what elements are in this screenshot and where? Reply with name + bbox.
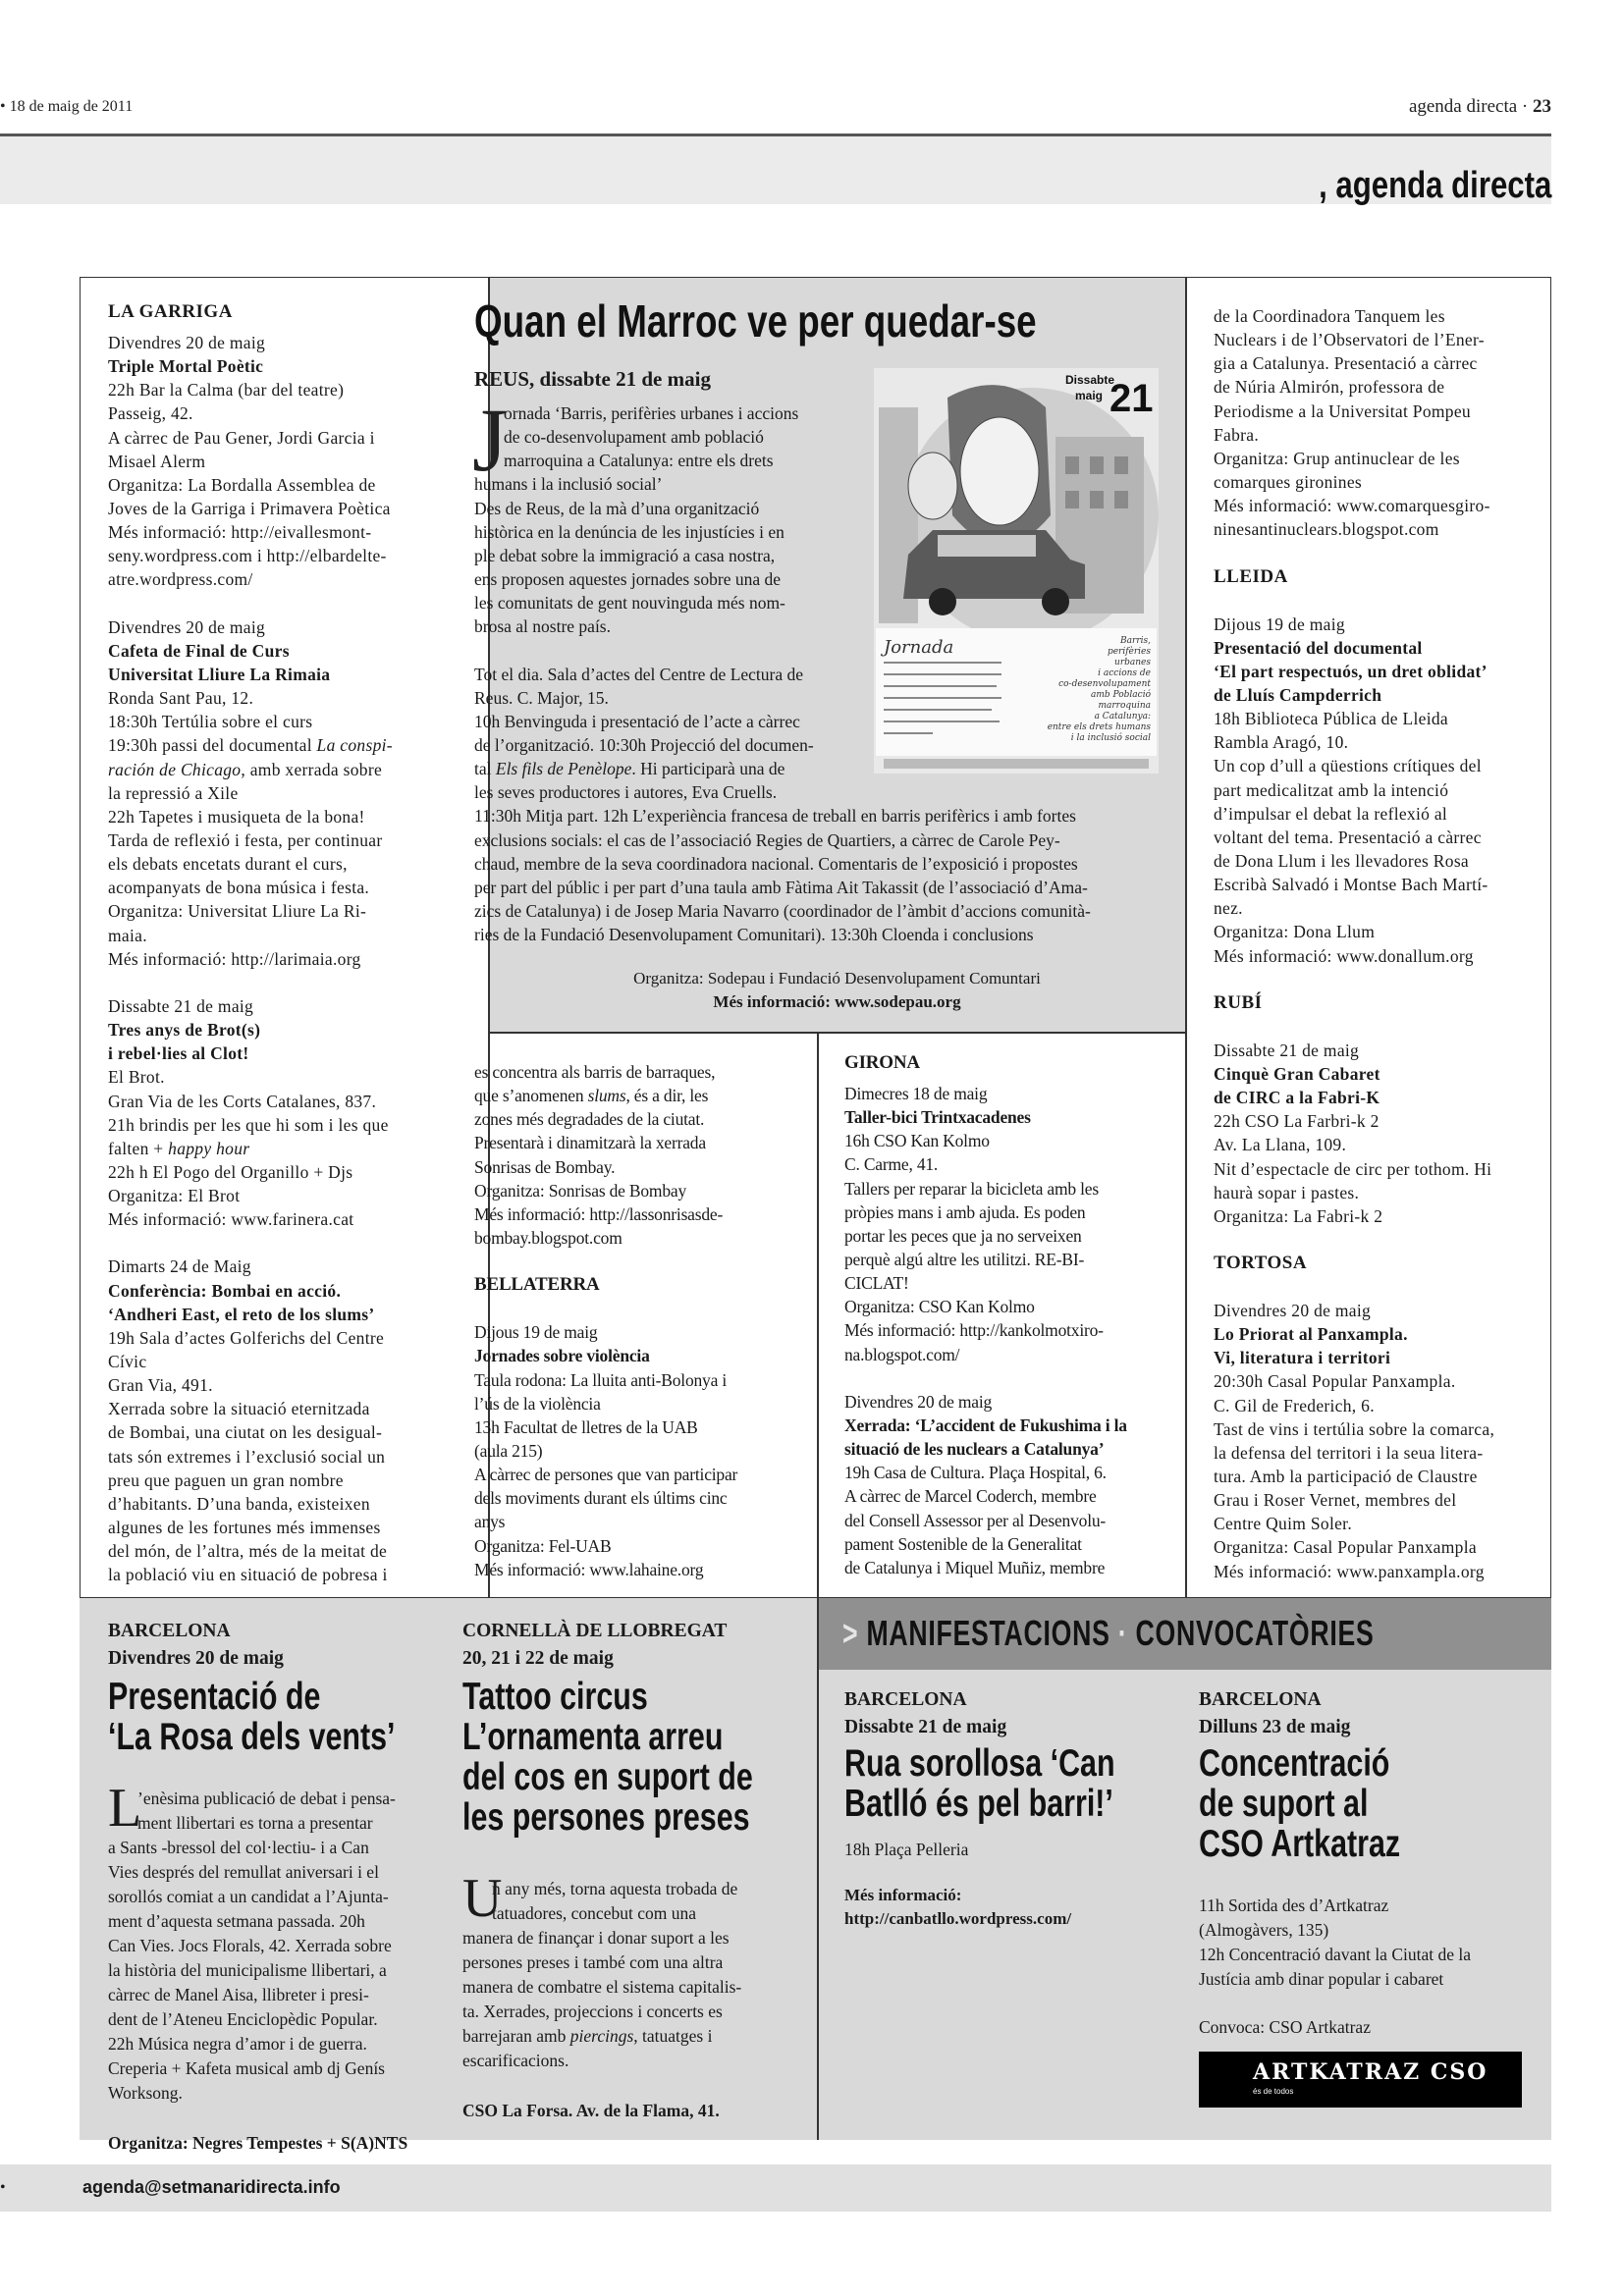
event-title: Jornades sobre violència [474,1346,650,1366]
event-title: Xerrada: ‘L’accident de Fukushima i la [844,1415,1127,1435]
spacer [844,1366,1127,1390]
spacer [1214,1228,1494,1252]
event-title: Taller-bici Trintxacadenes [844,1107,1031,1128]
event-venue: CSO La Forsa. Av. de la Flama, 41. [462,2101,720,2120]
event-title: de Lluís Campderrich [1214,684,1382,705]
text-line: ens proposen aquestes jornades sobre una de [474,568,781,589]
spacer [108,971,393,994]
spacer [108,1231,393,1255]
drop-cap: L [108,1778,142,1839]
text-line: 22h Bar la Calma (bar del teatre) [108,380,345,400]
event-date: Divendres 20 de maig [108,1648,284,1669]
text-line: 22h h El Pogo del Organillo + Djs [108,1161,353,1182]
event-rosa-dels-vents [108,1618,476,2157]
text-line: Passeig, 42. [108,403,193,424]
text-line [462,2024,835,2049]
section-title: , agenda directa [1318,165,1551,206]
event-body [462,1877,835,2073]
text-line: algunes de les fortunes més immenses [108,1518,381,1538]
event-title: Tres anys de Brot(s) [108,1020,261,1041]
event-concentracio-artkatraz [1199,1686,1471,2040]
poster-face [908,453,957,519]
text-line: 18h Plaça Pelleria [844,1840,969,1859]
text-line: del Consell Assessor per al Desenvolu- [844,1510,1107,1530]
event-date: Dimecres 18 de maig [844,1084,988,1103]
text-line: ment d’aquesta setmana passada. 20h [108,1911,365,1931]
text-line: Nit d’espectacle de circ per tothom. Hi [1214,1158,1492,1179]
text-span: tal [474,759,496,779]
event-title: situació de les nuclears a Catalunya’ [844,1439,1105,1460]
event-title: Cinquè Gran Cabaret [1214,1063,1380,1084]
text-line: de Bombai, una ciutat on les desigual- [108,1422,383,1443]
text-line: 11:30h Mitja part. 12h L’experiència francesa de treball en barris perifèrics i amb fortes [474,806,1076,827]
text-line: Des de Reus, de la mà d’una organització [474,498,760,518]
text-line: 10h Benvinguda i presentació de l’acte a càrrec [474,711,800,731]
spacer [108,592,393,615]
section-heading: RUBÍ [1214,991,1263,1013]
text-line: part medicalitzat amb la intenció [1214,779,1449,800]
text-line: 22h Tapetes i musiqueta de la bona! [108,806,365,827]
event-date: Divendres 20 de maig [844,1391,993,1412]
text-line: pament Sostenible de la Generalitat [844,1533,1082,1554]
poster-text: Barris, [1120,636,1151,646]
event-city: CORNELLÀ DE LLOBREGAT [462,1621,728,1641]
text-line: Més informació: www.comarquesgiro- [1214,496,1490,516]
event-city: BARCELONA [844,1689,967,1710]
text-line: Més informació: www.lahaine.org [474,1559,704,1579]
text-line: 18:30h Tertúlia sobre el curs [108,712,313,732]
column-lleida-rubi-tortosa [1214,304,1494,1583]
text-span: que s’anomenen [474,1086,588,1106]
event-headline: L’ornamenta arreu [462,1716,724,1758]
text-span: , és a dir, les [625,1086,709,1106]
poster-text: i la inclusió social [1070,733,1151,743]
text-line: C. Carme, 41. [844,1154,939,1175]
italic-text: piercings [569,2026,634,2046]
text-line: escarificacions. [462,2051,569,2070]
text-line: voltant del tema. Presentació a càrrec [1214,827,1482,847]
event-date: Dimarts 24 de Maig [108,1256,251,1277]
event-title: ‘Andheri East, el reto de los slums’ [108,1304,375,1324]
text-line: 16h CSO Kan Kolmo [844,1131,990,1151]
poster-text: amb Població [1091,690,1151,700]
section-heading: BELLATERRA [474,1274,600,1296]
text-line: ple debat sobre la immigració a casa nostra, [474,545,776,565]
event-title: Conferència: Bombai en acció. [108,1280,342,1301]
event-city: BARCELONA [108,1621,231,1641]
text-line: 22h Música negra d’amor i de guerra. [108,2034,367,2054]
text-line: persones preses i també com una altra [462,1952,724,1972]
bullet-icon: • [0,2179,6,2196]
italic-text: Els fils de Penèlope [495,759,632,779]
text-line [108,733,393,757]
text-line: gia a Catalunya. Presentació a càrrec [1214,353,1478,374]
text-line: Av. La Llana, 109. [1214,1135,1347,1155]
text-line: 21h brindis per les que hi som i les que [108,1114,389,1135]
text-line: les comunitats de gent nouvinguda més nom- [474,593,785,614]
text-span: . Hi participarà una de [631,759,785,779]
text-line: d’habitants. D’una banda, existeixen [108,1493,370,1514]
text-line: anys [474,1512,506,1532]
text-line: de Catalunya i Miquel Muñiz, membre [844,1557,1106,1577]
text-line: tatuadores, concebut com una [492,1903,696,1923]
text-line: dels moviments durant els últims cinc [474,1488,728,1509]
text-line: d’impulsar el debat la reflexió al [1214,803,1448,824]
text-line: la població viu en situació de pobresa i [108,1565,388,1585]
poster-sponsor-logos [884,759,1149,769]
page-section-number [1409,96,1551,118]
text-line: bombay.blogspot.com [474,1227,622,1248]
event-title: Cafeta de Final de Curs [108,640,290,661]
contact-email-link[interactable]: agenda@setmanaridirecta.info [82,2177,341,2197]
poster-text: urbanes [1114,658,1151,667]
text-line: preu que paguen un gran nombre [108,1469,344,1490]
poster-text: perifèries [1107,647,1151,657]
poster-text: co-desenvolupament [1058,679,1151,689]
text-line: Reus. C. Major, 15. [474,687,609,708]
event-city: BARCELONA [1199,1689,1322,1710]
event-headline: ‘La Rosa dels vents’ [108,1716,396,1758]
text-line: chaud, membre de la seva coordinadora nacional. Comentaris de l’exposició i propostes [474,853,1078,874]
text-line: Gran Via, 491. [108,1375,213,1396]
text-span: , tatuatges i [633,2026,713,2046]
event-title: Universitat Lliure La Rimaia [108,664,331,684]
column-la-garriga [108,300,393,1586]
text-line: 22h CSO La Farbri-k 2 [1214,1111,1380,1132]
text-line: Organitza: Sonrisas de Bombay [474,1180,686,1201]
event-headline: CSO Artkatraz [1199,1823,1401,1865]
artkatraz-logo [1199,2052,1522,2108]
column-divider [817,1033,819,1598]
text-line: ries de la Fundació Desenvolupament Comunitari). 13:30h Cloenda i conclusions [474,925,1034,945]
text-line [108,1137,393,1160]
poster-day-number: 21 [1109,377,1154,420]
poster-text: a Catalunya: [1094,712,1151,721]
text-line: ment llibertari es torna a presentar [137,1813,373,1833]
text-line: ornada ‘Barris, perifèries urbanes i accions [504,403,799,423]
more-info-link[interactable]: http://canbatllo.wordpress.com/ [844,1909,1072,1928]
text-line: (aula 215) [474,1440,543,1461]
text-line: 18h Biblioteca Pública de Lleida [1214,709,1448,729]
event-date: Dissabte 21 de maig [844,1717,1007,1737]
text-line: atre.wordpress.com/ [108,569,253,590]
event-tattoo-circus [462,1618,835,2124]
event-date: Divendres 20 de maig [1214,1301,1372,1321]
issue-date: • 18 de maig de 2011 [0,98,134,115]
text-line: 19h Sala d’actes Golferichs del Centre [108,1327,385,1348]
text-line: brosa al nostre país. [474,616,611,637]
text-line: de co-desenvolupament amb població [504,427,764,448]
text-line: Organitza: El Brot [108,1186,241,1206]
text-line: Sonrisas de Bombay. [474,1156,616,1177]
feature-organizer: Organitza: Sodepau i Fundació Desenvolupament Comuntari [633,969,1041,988]
event-organizer: Organitza: Negres Tempestes + S(A)NTS [108,2133,408,2153]
page-number: 23 [1533,96,1551,117]
text-line: Cívic [108,1352,147,1372]
text-line: Més informació: www.donallum.org [1214,945,1474,966]
text-line: Worksong. [108,2083,183,2103]
text-line: tats són extremes i l’exclusió social un [108,1446,386,1467]
text-line: haurà sopar i pastes. [1214,1182,1360,1202]
italic-text: La conspi- [316,735,393,756]
text-line: Més informació: http://kankolmotxiro- [844,1320,1104,1341]
arrow-icon: > [842,1613,859,1653]
event-headline: Tattoo circus [462,1676,648,1718]
separator-dot: · [1117,1613,1128,1653]
text-line: Creperia + Kafeta musical amb dj Genís [108,2058,385,2078]
text-span: 19:30h passi del documental [108,735,317,756]
text-span: barrejaran amb [462,2026,570,2046]
manifestacions-label: MANIFESTACIONS [866,1613,1110,1653]
text-line: Més informació: http://larimaia.org [108,948,361,969]
text-line: Xerrada sobre la situació eternitzada [108,1399,370,1419]
text-line: Centre Quim Soler. [1214,1514,1353,1534]
text-line: Organitza: La Fabri-k 2 [1214,1205,1383,1226]
text-line: portar les peces que ja no serveixen [844,1225,1082,1246]
text-line: Taula rodona: La lluita anti-Bolonya i [474,1369,728,1390]
text-line [474,1084,737,1107]
text-line: sorollós comiat a un candidat a l’Ajunta- [108,1887,389,1906]
event-title: Vi, literatura i territori [1214,1348,1391,1368]
event-headline: Batlló és pel barri!’ [844,1783,1113,1825]
event-convoca: Convoca: CSO Artkatraz [1199,2017,1371,2037]
text-line: zones més degradades de la ciutat. [474,1109,705,1130]
text-line: 13h Facultat de lletres de la UAB [474,1416,698,1437]
text-line: Organitza: Universitat Lliure La Ri- [108,901,367,922]
text-line: perquè algú altre les utilitzi. RE-BI- [844,1249,1085,1269]
column-girona [844,1051,1127,1579]
event-poster-image [874,368,1159,774]
text-line: Més informació: http://eivallesmont- [108,522,372,543]
text-line: Presentarà i dinamitzarà la xerrada [474,1133,706,1153]
text-line: Un cop d’ull a qüestions crítiques del [1214,756,1482,776]
text-line: Organitza: Grup antinuclear de les [1214,448,1460,468]
event-title: de CIRC a la Fabri-K [1214,1088,1380,1108]
text-line: les seves productores i autores, Eva Cruells. [474,782,778,803]
feature-divider [488,1032,1186,1034]
text-line: càrrec de Manel Aisa, llibreter i presi- [108,1985,369,2004]
italic-text: happy hour [168,1138,250,1158]
event-headline: del cos en suport de [462,1756,753,1798]
text-line: CICLAT! [844,1273,909,1294]
text-line: Més informació: www.farinera.cat [108,1209,354,1230]
convocatories-label: CONVOCATÒRIES [1135,1613,1375,1653]
text-span: falten + [108,1138,169,1158]
logo-subtitle: és de todos [1253,2087,1294,2096]
text-line: na.blogspot.com/ [844,1344,960,1364]
text-line: pròpies mans i amb ajuda. Es poden [844,1201,1086,1222]
text-line: la repressió a Xile [108,782,239,803]
event-headline: Rua sorollosa ‘Can [844,1742,1115,1785]
spacer [1214,541,1494,564]
text-line: exclusions socials: el cas de l’associació Regies de Quartiers, a càrrec de Carole Pey- [474,829,1060,850]
event-date: Divendres 20 de maig [108,333,266,352]
event-title: Triple Mortal Poètic [108,356,264,377]
section-heading: GIRONA [844,1052,920,1073]
poster-day-label: Dissabte [1065,373,1115,387]
drop-cap: J [472,390,508,490]
column-divider [1185,277,1187,1598]
italic-text: ración de Chicago [108,759,242,779]
text-line: Tarda de reflexió i festa, per continuar [108,829,383,850]
text-line: del món, de l’altra, més de la meitat de [108,1541,388,1562]
text-line: Escribà Salvadó i Montse Bach Martí- [1214,875,1488,895]
section-heading: TORTOSA [1214,1253,1308,1274]
event-date: Divendres 20 de maig [108,616,266,637]
text-line: Can Vies. Jocs Florals, 42. Xerrada sobre [108,1936,392,1955]
spacer [1214,968,1494,991]
event-date: Dijous 19 de maig [474,1322,598,1343]
text-line: els debats encetats durant el curs, [108,854,348,875]
poster-text: marroquina [1098,701,1151,711]
text-line: Organitza: Casal Popular Panxampla [1214,1537,1477,1558]
text-line: de l’organització. 10:30h Projecció del documen- [474,734,814,755]
text-line: A càrrec de persones que van participar [474,1465,738,1485]
text-line: Més informació: www.panxampla.org [1214,1561,1485,1581]
text-line: (Almogàvers, 135) [1199,1920,1329,1940]
event-rua-can-batllo [844,1686,1191,1931]
text-line: n any més, torna aquesta trobada de [492,1879,738,1898]
text-line: la defensa del territori i la seua litera- [1214,1442,1484,1463]
logo-title: ARTKATRAZ CSO [1253,2059,1488,2085]
event-headline: les persones preses [462,1796,750,1839]
text-line: Més informació: http://lassonrisasde- [474,1203,724,1224]
feature-title: Quan el Marroc ve per quedar-se [474,295,1037,347]
text-line: Rambla Aragó, 10. [1214,732,1349,753]
text-line: Organitza: La Bordalla Assemblea de [108,474,376,495]
text-line: ninesantinuclears.blogspot.com [1214,519,1439,540]
text-line: Nuclears i de l’Observatori de l’Ener- [1214,330,1485,350]
text-line: Organitza: Fel-UAB [474,1535,612,1556]
event-date: Dissabte 21 de maig [1214,1040,1360,1060]
text-line: ’enèsima publicació de debat i pensa- [137,1789,396,1808]
poster-month-label: maig [1075,389,1104,402]
text-line: Tast de vins i tertúlia sobre la comarca, [1214,1418,1495,1439]
text-line: la història del municipalisme llibertari, a [108,1960,387,1980]
text-line: dent de l’Ateneu Enciclopèdic Popular. [108,2009,378,2029]
event-headline: Concentració [1199,1742,1390,1785]
poster-text: entre els drets humans [1047,722,1151,732]
text-line: Vies després del remullat aniversari i el [108,1862,379,1882]
text-line: es concentra als barris de barraques, [474,1062,716,1082]
text-line: Tallers per reparar la bicicleta amb les [844,1178,1099,1199]
italic-text: slums [587,1086,626,1106]
spacer [474,1250,737,1273]
event-title: Lo Priorat al Panxampla. [1214,1324,1408,1345]
text-line: Joves de la Garriga i Primavera Poètica [108,498,391,518]
poster-jornada: Jornada [884,637,954,658]
text-line: Gran Via de les Corts Catalanes, 837. [108,1091,377,1111]
text-line: Misael Alerm [108,451,206,471]
more-info-label: Més informació: [844,1886,962,1904]
poster-face [960,417,1039,525]
text-line: 19h Casa de Cultura. Plaça Hospital, 6. [844,1463,1107,1483]
text-line: Ronda Sant Pau, 12. [108,688,254,709]
text-line [108,758,393,781]
text-line: Tot el dia. Sala d’actes del Centre de Lectura de [474,664,804,684]
text-line: de Núria Almirón, professora de [1214,377,1445,398]
section-heading: LA GARRIGA [108,301,233,322]
event-title: i rebel·lies al Clot! [108,1043,249,1064]
event-date: Dilluns 23 de maig [1199,1717,1351,1737]
drop-cap: U [462,1868,503,1929]
text-line: a Sants -bressol del col·lectiu- i a Can [108,1838,369,1857]
text-line: ta. Xerrades, projeccions i concerts es [462,2002,723,2021]
event-headline: Presentació de [108,1676,321,1718]
feature-more-info[interactable]: Més informació: www.sodepau.org [713,992,961,1011]
text-line: A càrrec de Pau Gener, Jordi Garcia i [108,427,375,448]
event-title: Presentació del documental [1214,637,1423,658]
text-line: 12h Concentració davant la Ciutat de la [1199,1945,1471,1964]
text-line: acompanyats de bona música i festa. [108,878,370,898]
text-line: humans i la inclusió social’ [474,474,663,495]
text-line: de la Coordinadora Tanquem les [1214,306,1445,326]
text-line: manera de combatre el sistema capitalis- [462,1977,742,1997]
manifestacions-title [842,1613,1375,1654]
poster-text: i accions de [1098,668,1151,678]
text-line: Justícia amb dinar popular i cabaret [1199,1969,1444,1989]
event-date: 20, 21 i 22 de maig [462,1648,614,1669]
section-heading: LLEIDA [1214,565,1288,587]
text-line: històrica en la denúncia de les injustícies i en [474,521,784,542]
text-line: maia. [108,925,147,945]
text-line: l’ús de la violència [474,1393,601,1414]
text-line: C. Gil de Frederich, 6. [1214,1395,1375,1415]
text-line: zics de Catalunya) i de Josep Maria Navarro (coordinador de l’àmbit d’accions comunità- [474,900,1091,921]
text-line: marroquina a Catalunya: entre els drets [504,451,774,471]
section-name: agenda directa · [1408,96,1533,117]
text-line: 20:30h Casal Popular Panxampla. [1214,1371,1456,1392]
text-line: comarques gironines [1214,471,1363,492]
event-body [108,1787,476,2106]
text-line: Grau i Roser Vernet, membres del [1214,1490,1457,1511]
text-line: seny.wordpress.com i http://elbardelte- [108,546,387,566]
event-date: Dijous 19 de maig [1214,614,1345,634]
text-span: , amb xerrada sobre [241,759,383,779]
feature-subtitle: REUS, dissabte 21 de maig [474,367,711,391]
text-line: Periodisme a la Universitat Pompeu [1214,400,1471,421]
text-line: El Brot. [108,1067,165,1088]
text-line: tura. Amb la participació de Claustre [1214,1467,1478,1487]
text-line: nez. [1214,898,1243,919]
event-date: Dissabte 21 de maig [108,995,254,1016]
text-line: de Dona Llum i les llevadores Rosa [1214,850,1470,871]
text-line: Organitza: Dona Llum [1214,922,1376,942]
text-line: A càrrec de Marcel Coderch, membre [844,1486,1097,1507]
text-line: Fabra. [1214,424,1260,445]
text-line: 11h Sortida des d’Artkatraz [1199,1896,1389,1915]
event-headline: de suport al [1199,1783,1369,1825]
text-line: per part del públic i per part d’una taula amb Fàtima Ait Takassit (de l’associació d’Ama- [474,877,1088,897]
text-line: Organitza: CSO Kan Kolmo [844,1297,1035,1317]
text-line: manera de finançar i donar suport a les [462,1928,730,1948]
column-bombay-bellaterra [474,1060,737,1581]
event-title: ‘El part respectuós, un dret oblidat’ [1214,661,1488,681]
